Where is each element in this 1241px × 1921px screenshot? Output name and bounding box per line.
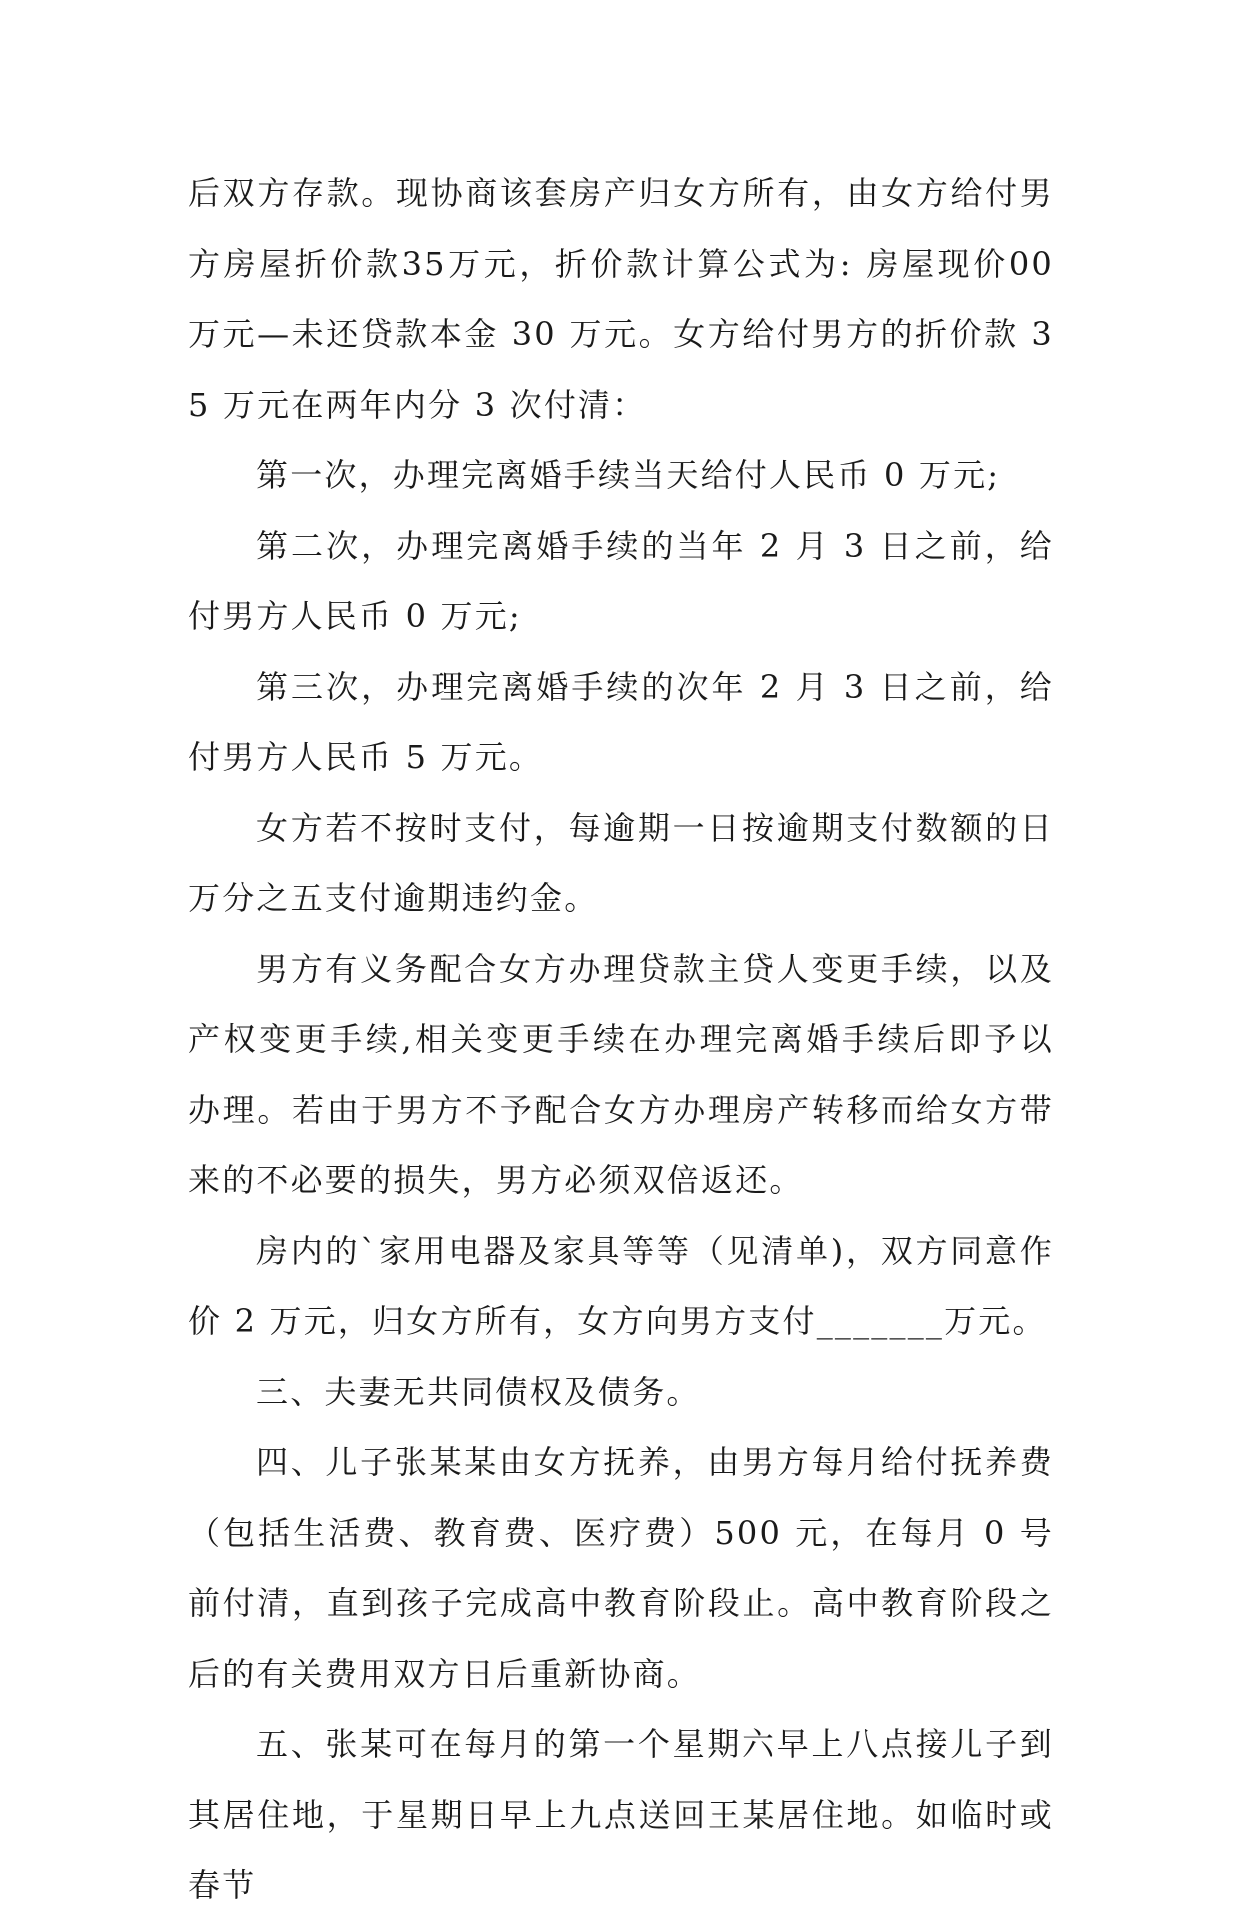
paragraph-no-debts: 三、夫妻无共同债权及债务。 [256,1372,701,1411]
paragraph-second-payment: 第二次，办理完离婚手续的当年 2 月 3 日之前，给付男方人民币 0 万元; [188,526,1054,635]
paragraph-transfer-cooperation: 男方有义务配合女方办理贷款主贷人变更手续，以及产权变更手续,相关变更手续在办理完离婚手续后即予以办理。若由于男方不予配合女方办理房产转移而给女方带来的不必要的损失，男方必须双倍返还。 [188,949,1054,1199]
paragraph-appliances-furniture: 房内的`家用电器及家具等等（见清单)，双方同意作价 2 万元，归女方所有，女方向男方支付_______万元。 [188,1231,1054,1340]
document-body [188,158,1054,1921]
paragraph-visitation: 五、张某可在每月的第一个星期六早上八点接儿子到其居住地，于星期日早上九点送回王某居住地。如临时或春节 [188,1725,1054,1904]
paragraph-child-custody: 四、儿子张某某由女方抚养，由男方每月给付抚养费（包括生活费、教育费、医疗费）500 元，在每月 0 号前付清，直到孩子完成高中教育阶段止。高中教育阶段之后的有关费用双方日后重新协商。 [188,1443,1054,1693]
paragraph-property-settlement: 后双方存款。现协商该套房产归女方所有，由女方给付男方房屋折价款35万元，折价款计算公式为: 房屋现价00万元—未还贷款本金 30 万元。女方给付男方的折价款 35 万元在两年内分 3 次付清： [188,174,1054,424]
paragraph-third-payment: 第三次，办理完离婚手续的次年 2 月 3 日之前，给付男方人民币 5 万元。 [188,667,1054,776]
paragraph-first-payment: 第一次，办理完离婚手续当天给付人民币 0 万元; [256,456,1001,494]
paragraph-late-penalty: 女方若不按时支付，每逾期一日按逾期支付数额的日万分之五支付逾期违约金。 [188,808,1054,917]
